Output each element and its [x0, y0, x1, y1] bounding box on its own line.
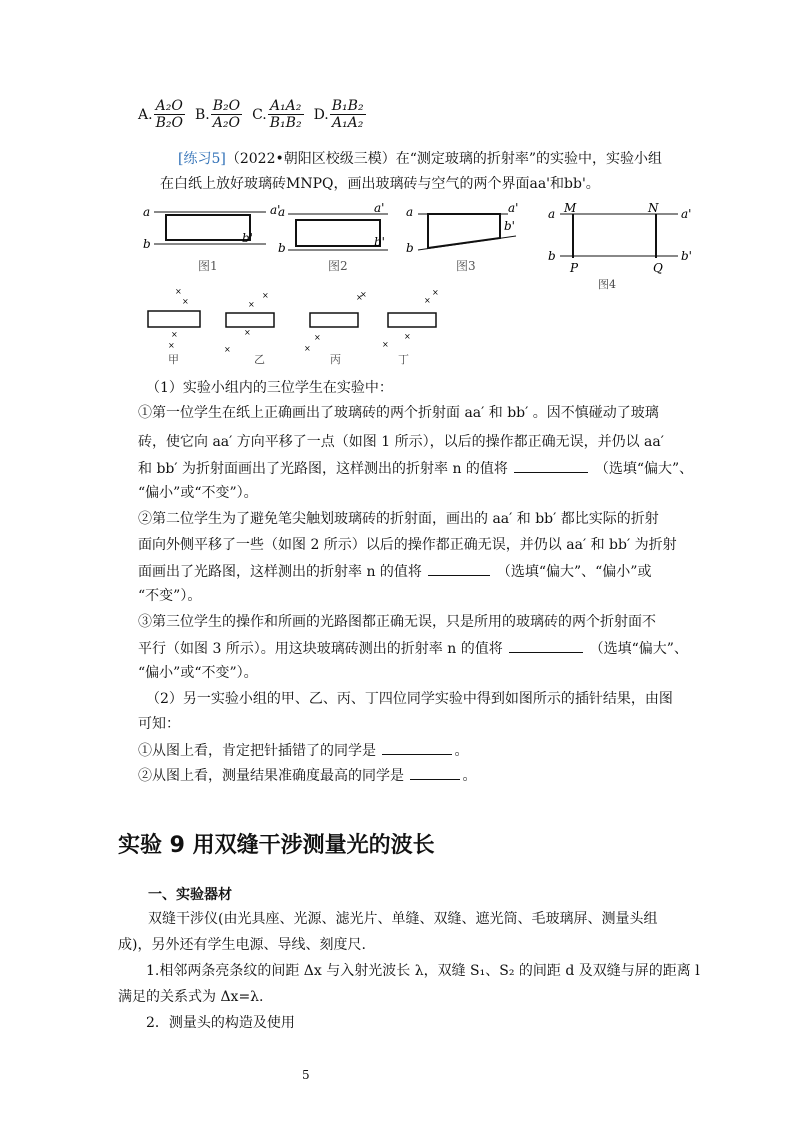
pin-figures — [138, 285, 458, 365]
pin-mark: × — [262, 291, 269, 300]
q1-s3-line2: 平行（如图 3 所示）。用这块玻璃砖测出的折射率 n 的值将 （选填“偏大”、 — [138, 638, 688, 659]
q2-item1: ①从图上看，肯定把针插错了的同学是 。 — [138, 740, 468, 761]
relation-line1: 1.相邻两条亮条纹的间距 Δx 与入射光波长 λ，双缝 S₁、S₂ 的间距 d 及双缝与屏的距离 l — [146, 963, 700, 979]
fig4-label-M: M — [564, 201, 577, 215]
pin-mark: × — [171, 330, 178, 339]
practice-tag: [练习5] — [178, 151, 226, 167]
fig1-label-a2: a' — [270, 203, 281, 217]
fig3-label-b: b — [406, 241, 414, 255]
q1-s2-line1: ②第二位学生为了避免笔尖触划玻璃砖的折射面，画出的 aa′ 和 bb′ 都比实际的折射 — [138, 511, 659, 527]
q1-s2-line4: “不变”）。 — [138, 588, 202, 604]
fig4-label-b2: b' — [681, 249, 692, 263]
equipment-line2: 成)，另外还有学生电源、导线、刻度尺. — [118, 937, 366, 953]
fig2-label-b2: b' — [374, 235, 385, 249]
fraction: $\frac{\text{A₂O}}{\text{B₂O}}$ — [155, 98, 183, 131]
answer-options — [138, 98, 376, 131]
practice-intro-line1: [练习5]（2022•朝阳区校级三模）在“测定玻璃的折射率”的实验中，实验小组 — [178, 151, 663, 167]
q2-head-line2: 可知： — [138, 716, 180, 732]
equipment-line1: 双缝干涉仪(由光具座、光源、滤光片、单缝、双缝、遮光筒、毛玻璃屏、测量头组 — [148, 911, 658, 927]
answer-blank-5[interactable] — [410, 765, 460, 780]
pin-mark: × — [182, 297, 189, 306]
pin-label-jia: 甲 — [168, 353, 179, 365]
option-label: A. — [138, 106, 153, 123]
q1-s1-line1: ①第一位学生在纸上正确画出了玻璃砖的两个折射面 aa′ 和 bb′ 。因不慎碰动了玻璃 — [138, 405, 659, 421]
fig3-label-a2: a' — [508, 201, 519, 215]
q2-item2: ②从图上看，测量结果准确度最高的同学是 。 — [138, 765, 476, 786]
fig3-glass-block — [428, 214, 500, 248]
q2-head-line1: （2）另一实验小组的甲、乙、丙、丁四位同学实验中得到如图所示的插针结果，由图 — [146, 691, 673, 707]
item-measuring-head: 2．测量头的构造及使用 — [146, 1015, 295, 1031]
pin-mark: × — [175, 287, 182, 296]
q1-head: （1）实验小组内的三位学生在实验中： — [146, 380, 393, 396]
practice-intro-line2: 在白纸上放好玻璃砖MNPQ，画出玻璃砖与空气的两个界面aa'和bb'。 — [160, 176, 600, 192]
option-b[interactable] — [195, 98, 242, 131]
pin-mark: × — [168, 341, 175, 350]
q1-s3-line3: “偏小”或“不变”）。 — [138, 665, 258, 681]
fig3-label-a: a — [406, 205, 414, 219]
fig4-label-Q: Q — [653, 261, 663, 275]
answer-blank-2[interactable] — [428, 561, 490, 576]
pin-mark: × — [424, 296, 431, 305]
option-d[interactable] — [314, 98, 366, 131]
fig3-caption: 图3 — [456, 259, 476, 273]
pin-glass-jia — [148, 311, 200, 327]
relation-line2: 满足的关系式为 Δx=λ. — [118, 989, 264, 1005]
pin-mark: × — [304, 344, 311, 353]
fig4-label-P: P — [570, 261, 579, 275]
fig2-caption: 图2 — [328, 259, 348, 273]
pin-mark: × — [314, 333, 321, 342]
option-a[interactable] — [138, 98, 185, 131]
q1-s1-line4: “偏小”或“不变”）。 — [138, 485, 258, 501]
fig2-glass-block — [296, 220, 380, 246]
answer-blank-1[interactable] — [514, 458, 588, 473]
pin-mark: × — [432, 288, 439, 297]
q1-s1-line2: 砖，使它向 aa′ 方向平移了一点（如图 1 所示），以后的操作都正确无误，并仍以 aa′ — [138, 434, 664, 450]
fig4-label-b: b — [548, 249, 556, 263]
fig1-caption: 图1 — [198, 259, 218, 273]
pin-label-yi: 乙 — [254, 353, 265, 365]
fig4-label-a2: a' — [681, 207, 692, 221]
pin-mark: × — [244, 328, 251, 337]
answer-blank-4[interactable] — [382, 740, 452, 755]
pin-mark: × — [356, 293, 363, 302]
fig4-caption: 图4 — [598, 278, 616, 291]
fig1-label-b: b — [143, 237, 151, 251]
pin-label-bing: 丙 — [330, 353, 341, 365]
page-number: 5 — [302, 1068, 310, 1082]
fraction: $\frac{\text{B₁B₂}}{\text{A₁A₂}}$ — [331, 98, 364, 131]
section-heading-equipment: 一、实验器材 — [148, 887, 232, 903]
fig2-label-a: a — [278, 205, 286, 219]
pin-glass-bing — [310, 313, 358, 327]
fig3-label-b2: b' — [504, 219, 515, 233]
option-label: D. — [313, 106, 329, 123]
pin-mark: × — [248, 300, 255, 309]
pin-label-ding: 丁 — [398, 353, 409, 365]
pin-mark: × — [360, 290, 367, 299]
option-label: C. — [252, 106, 267, 123]
fig1-label-a: a — [143, 205, 151, 219]
q1-s1-line3: 和 bb′ 为折射面画出了光路图，这样测出的折射率 n 的值将 （选填“偏大”、 — [138, 458, 693, 479]
experiment-title: 实验 9 用双缝干涉测量光的波长 — [118, 833, 435, 858]
q1-s2-line3: 面画出了光路图，这样测出的折射率 n 的值将 （选填“偏大”、“偏小”或 — [138, 561, 651, 582]
pin-glass-yi — [226, 313, 274, 327]
option-label: B. — [194, 106, 210, 123]
pin-glass-ding — [388, 313, 436, 327]
q1-s2-line2: 面向外侧平移了一些（如图 2 所示）以后的操作都正确无误，并仍以 aa′ 和 bb′ 为折射 — [138, 537, 677, 553]
fig3-line-b — [418, 236, 516, 250]
pin-mark: × — [224, 345, 231, 354]
fraction: $\frac{\text{A₁A₂}}{\text{B₁B₂}}$ — [269, 98, 302, 131]
pin-mark: × — [404, 332, 411, 341]
fig1-glass-block — [166, 215, 250, 240]
fig2-label-a2: a' — [374, 201, 385, 215]
refraction-figures — [138, 198, 698, 298]
fig4-label-N: N — [648, 201, 659, 215]
fig2-label-b: b — [278, 241, 286, 255]
fraction: $\frac{\text{B₂O}}{\text{A₂O}}$ — [212, 98, 241, 131]
answer-blank-3[interactable] — [509, 638, 583, 653]
q1-s3-line1: ③第三位学生的操作和所画的光路图都正确无误，只是所用的玻璃砖的两个折射面不 — [138, 614, 656, 630]
fig4-label-a: a — [548, 207, 556, 221]
option-c[interactable] — [252, 98, 303, 131]
pin-mark: × — [382, 340, 389, 349]
fig1-label-b2: b' — [242, 231, 253, 245]
